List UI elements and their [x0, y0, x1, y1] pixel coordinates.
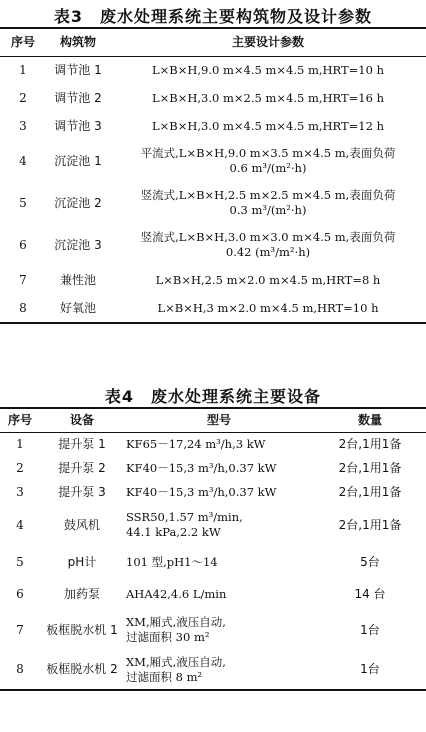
table-row [0, 546, 426, 578]
design-params [110, 140, 426, 182]
design-params [110, 112, 426, 140]
device-quantity: 2台,1用1备 [338, 436, 402, 451]
table3 [0, 27, 426, 324]
device-name: 提升泵 3 [58, 484, 106, 499]
design-params [110, 224, 426, 266]
row-number: 6 [19, 237, 27, 252]
device-name: 加药泵 [63, 586, 100, 601]
row-number: 5 [19, 195, 27, 210]
structure-name: 沉淀池 2 [54, 195, 102, 210]
structure-name: 调节池 1 [54, 62, 102, 77]
device-model [124, 610, 314, 650]
table-row [0, 480, 426, 504]
design-params [110, 56, 426, 84]
device-name: 提升泵 1 [58, 436, 106, 451]
table-row [0, 610, 426, 650]
cell-line: 0.3 m³/(m²·h) [229, 203, 307, 217]
device-name: 鼓风机 [63, 517, 100, 532]
device-model [124, 456, 314, 480]
row-number: 5 [16, 554, 24, 569]
cell-line: L×B×H,3 m×2.0 m×4.5 m,HRT=10 h [157, 300, 379, 315]
cell-line: 0.6 m³/(m²·h) [229, 161, 307, 175]
structure-name: 兼性池 [59, 272, 96, 287]
table-row [0, 456, 426, 480]
row-number: 8 [16, 662, 24, 676]
table-row [0, 432, 426, 456]
device-name: 提升泵 2 [58, 460, 106, 475]
table4-header-device: 设备 [69, 412, 94, 427]
structure-name: 沉淀池 3 [54, 237, 102, 252]
cell-line: KF40－15,3 m³/h,0.37 kW [126, 484, 277, 499]
cell-line: 0.42 (m³/m²·h) [225, 245, 311, 259]
cell-line: 44.1 kPa,2.2 kW [126, 525, 221, 539]
cell-line: L×B×H,3.0 m×4.5 m×4.5 m,HRT=12 h [151, 118, 384, 133]
device-quantity: 14 台 [354, 586, 386, 601]
cell-line: 平流式,L×B×H,9.0 m×3.5 m×4.5 m,表面负荷 [140, 146, 396, 160]
device-quantity: 2台,1用1备 [338, 484, 402, 499]
table4-header-no: 序号 [7, 412, 32, 427]
device-model [124, 504, 314, 546]
structure-name: 沉淀池 1 [54, 153, 102, 168]
structure-name: 好氧池 [59, 300, 96, 315]
table-row [0, 56, 426, 84]
row-number: 2 [19, 90, 27, 105]
row-number: 3 [19, 118, 27, 133]
cell-line: L×B×H,3.0 m×2.5 m×4.5 m,HRT=16 h [151, 90, 384, 105]
table-row [0, 504, 426, 546]
device-name: 板框脱水机 1 [46, 622, 118, 637]
table-row [0, 84, 426, 112]
design-params [110, 266, 426, 294]
row-number: 4 [19, 153, 27, 168]
table-row [0, 112, 426, 140]
design-params [110, 84, 426, 112]
table3-body [0, 56, 426, 323]
cell-line: AHA42,4.6 L/min [126, 586, 227, 601]
table3-header-no: 序号 [10, 34, 35, 49]
device-quantity: 2台,1用1备 [338, 460, 402, 475]
cell-line: XM,厢式,液压自动, [126, 615, 226, 629]
cell-line: 竖流式,L×B×H,3.0 m×3.0 m×4.5 m,表面负荷 [140, 230, 396, 244]
device-model [124, 432, 314, 456]
device-quantity: 1台 [360, 622, 380, 637]
table-row [0, 650, 426, 690]
table-row [0, 224, 426, 266]
row-number: 2 [16, 460, 24, 475]
cell-line: KF65－17,24 m³/h,3 kW [126, 436, 266, 451]
device-quantity: 5台 [360, 554, 380, 569]
cell-line: 过滤面积 8 m² [126, 669, 203, 684]
table4-header-qty: 数量 [357, 412, 382, 427]
device-quantity: 2台,1用1备 [338, 517, 402, 532]
device-model [124, 480, 314, 504]
structure-name: 调节池 2 [54, 90, 102, 105]
device-model [124, 650, 314, 690]
row-number: 1 [16, 436, 24, 451]
row-number: 6 [16, 586, 24, 601]
structure-name: 调节池 3 [54, 118, 102, 133]
cell-line: L×B×H,2.5 m×2.0 m×4.5 m,HRT=8 h [155, 272, 381, 287]
cell-line: 竖流式,L×B×H,2.5 m×2.5 m×4.5 m,表面负荷 [140, 188, 396, 202]
design-params [110, 182, 426, 224]
cell-line: XM,厢式,液压自动, [126, 654, 226, 669]
cell-line: SSR50,1.57 m³/min, [126, 510, 243, 524]
table-row [0, 294, 426, 323]
table4-body [0, 432, 426, 690]
cell-line: KF40－15,3 m³/h,0.37 kW [126, 460, 277, 475]
table3-caption: 表3 废水处理系统主要构筑物及设计参数 [53, 7, 373, 26]
table3-header-structure: 构筑物 [59, 34, 96, 49]
table-row [0, 578, 426, 610]
device-model [124, 546, 314, 578]
cell-line: 过滤面积 30 m² [126, 630, 210, 644]
device-name: 板框脱水机 2 [46, 662, 118, 676]
device-model [124, 578, 314, 610]
row-number: 7 [19, 272, 27, 287]
table-row [0, 182, 426, 224]
table3-header-row [0, 28, 426, 56]
row-number: 8 [19, 300, 27, 315]
design-params [110, 294, 426, 323]
table4-header-model: 型号 [206, 412, 231, 427]
table-row [0, 266, 426, 294]
row-number: 1 [19, 62, 27, 77]
table4 [0, 407, 426, 691]
row-number: 3 [16, 484, 24, 499]
table-row [0, 140, 426, 182]
device-name: pH计 [67, 554, 97, 569]
row-number: 4 [16, 517, 24, 532]
cell-line: 101 型,pH1～14 [126, 554, 218, 569]
row-number: 7 [16, 622, 24, 637]
table4-header-row [0, 408, 426, 432]
table4-caption: 表4 废水处理系统主要设备 [104, 387, 322, 406]
device-quantity: 1台 [360, 662, 380, 676]
table3-header-params: 主要设计参数 [231, 34, 304, 49]
cell-line: L×B×H,9.0 m×4.5 m×4.5 m,HRT=10 h [151, 62, 384, 77]
